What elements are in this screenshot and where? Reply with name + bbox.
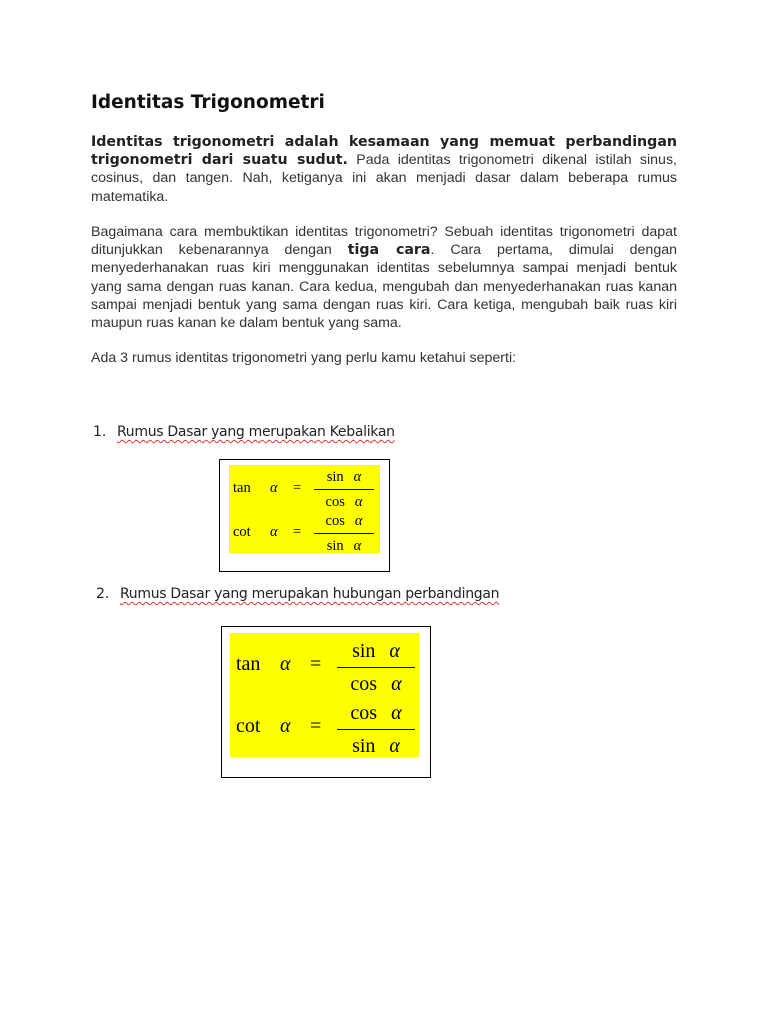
denominator-function: cos xyxy=(350,673,378,695)
list-item-reciprocal xyxy=(93,424,395,440)
denominator-function: sin xyxy=(352,735,376,757)
fraction-denominator xyxy=(337,730,415,760)
formula-row-cot xyxy=(230,695,419,757)
numerator-variable: α xyxy=(389,640,400,662)
formula-function: cot xyxy=(233,524,251,540)
formula-variable: α xyxy=(270,524,278,540)
formula-equals: = xyxy=(293,524,302,540)
three-ways-bold-text: tiga cara xyxy=(347,242,431,259)
fraction-numerator xyxy=(337,699,415,730)
formula-fraction xyxy=(314,511,374,556)
fraction-numerator xyxy=(314,467,374,490)
fraction-numerator xyxy=(337,637,415,668)
proof-text-start: Bagaimana cara membuktikan identitas trigonometri? Sebuah identitas trigonometri dapat ditunjukkan kebenarannya dengan xyxy=(91,224,677,259)
denominator-function: sin xyxy=(326,538,344,554)
list-item-ratio xyxy=(96,586,499,602)
proof-text-rest: . Cara pertama, dimulai dengan menyederhanakan ruas kiri menggunakan identitas sebelumnya sampai menjadi bentuk yang sama dengan ruas kanan. Cara kedua, mengubah dan menyederhanakan ruas kanan sampai menjadi bentuk yang sama dengan ruas kiri. Cara ketiga, mengubah baik ruas kiri maupun ruas kanan ke dalam bentuk yang sama. xyxy=(91,242,677,332)
formula-variable: α xyxy=(270,480,278,496)
formula-equals: = xyxy=(293,480,302,496)
denominator-variable: α xyxy=(353,538,362,554)
numerator-function: cos xyxy=(325,513,345,529)
intro-text: Pada identitas trigonometri dikenal istilah sinus, cosinus, dan tangen. Nah, ketiganya ini akan menjadi dasar dalam beberapa rumus matematika. xyxy=(91,152,677,205)
definition-bold-text: Identitas trigonometri adalah kesamaan yang memuat perbandingan trigonometri dari suatu sudut. xyxy=(91,134,677,169)
numerator-function: cos xyxy=(350,702,378,724)
formula-fraction xyxy=(314,467,374,512)
numerator-variable: α xyxy=(391,702,402,724)
denominator-variable: α xyxy=(389,735,400,757)
formula-row-cot xyxy=(229,509,380,553)
formula-fraction xyxy=(337,699,415,760)
intro-paragraph xyxy=(91,133,677,206)
formula-equals: = xyxy=(310,715,322,737)
list-item-text: Rumus Dasar yang merupakan Kebalikan xyxy=(117,424,395,440)
formula-row-tan xyxy=(229,465,380,509)
formula-box-reciprocal xyxy=(219,459,390,572)
formula-function: tan xyxy=(236,653,261,675)
fraction-denominator xyxy=(314,534,374,556)
numerator-variable: α xyxy=(353,469,362,485)
list-item-text: Rumus Dasar yang merupakan hubungan perbandingan xyxy=(120,586,500,602)
fraction-numerator xyxy=(314,511,374,534)
formula-fraction xyxy=(337,637,415,698)
fraction-denominator xyxy=(337,668,415,698)
formula-function: tan xyxy=(233,480,251,496)
denominator-function: cos xyxy=(325,494,345,510)
formula-row-tan xyxy=(230,633,419,695)
formula-function: cot xyxy=(236,715,261,737)
page-title: Identitas Trigonometri xyxy=(91,92,325,113)
numerator-function: sin xyxy=(326,469,344,485)
proof-paragraph xyxy=(91,223,677,332)
list-number: 2. xyxy=(96,586,110,602)
formula-highlight xyxy=(230,633,419,757)
formula-variable: α xyxy=(280,653,291,675)
list-number: 1. xyxy=(93,424,107,440)
formulas-intro-paragraph: Ada 3 rumus identitas trigonometri yang perlu kamu ketahui seperti: xyxy=(91,350,517,366)
denominator-variable: α xyxy=(391,673,402,695)
numerator-function: sin xyxy=(352,640,376,662)
formula-highlight xyxy=(229,465,380,553)
denominator-variable: α xyxy=(354,494,363,510)
formula-variable: α xyxy=(280,715,291,737)
formula-box-ratio xyxy=(221,626,431,778)
numerator-variable: α xyxy=(354,513,363,529)
formula-equals: = xyxy=(310,653,322,675)
